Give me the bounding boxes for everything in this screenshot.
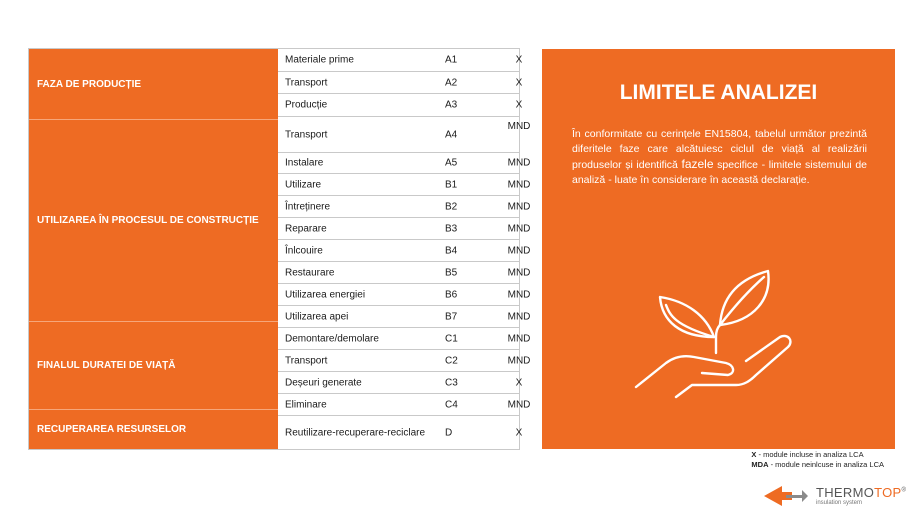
module-code: A1 [445,54,458,66]
description-text: specifice - limitele sistemului de analiză - luate în considerare în această declarație. [572,159,868,186]
table-row [278,196,531,218]
module-status: X [515,54,523,66]
table-row [278,284,531,306]
module-name: Producție [285,99,328,111]
phase-column [29,49,278,449]
module-status: MND [507,311,531,322]
phase-resource-recovery [29,410,278,449]
module-code: A4 [445,129,458,140]
module-name: Reutilizare-recuperare-reciclare [285,427,426,438]
analysis-limits-panel [542,49,895,449]
module-name: Utilizarea apei [285,311,349,322]
thermotop-logo [760,482,910,512]
module-code: B7 [445,311,458,322]
module-code: B2 [445,201,458,212]
table-row [278,394,531,416]
module-status: MND [507,399,531,410]
brand-name-part: THERMO [816,485,875,500]
legend-key: X [751,450,757,459]
table-row [278,72,523,94]
module-status: X [515,377,523,388]
module-status: MND [507,121,531,132]
phase-end-of-life [29,322,278,410]
module-name: Restaurare [285,267,335,278]
module-code: B1 [445,179,458,190]
table-row [278,328,531,350]
module-code: B6 [445,289,458,300]
module-status: MND [507,201,531,212]
table-row [278,416,523,449]
legend-key: MDA [751,460,769,469]
phase-label: FINALUL DURATEI DE VIAȚĂ [37,360,176,371]
module-name: Transport [285,129,328,140]
table-row [278,306,531,328]
phase-label: RECUPERAREA RESURSELOR [37,424,187,435]
table-row [278,117,531,153]
module-name: Materiale prime [285,54,354,66]
table-row [278,372,523,394]
module-name: Deșeuri generate [285,377,362,388]
lca-modules-table [28,48,531,450]
module-name: Utilizare [285,179,322,190]
module-name: Demontare/demolare [285,333,379,344]
table-row [278,218,531,240]
panel-title: LIMITELE ANALIZEI [619,81,818,104]
phase-label: FAZA DE PRODUCȚIE [37,78,142,90]
description-text: În conformitate cu cerințele EN15804, tabelul următor prezintă diferitele faze care alcătuiesc ciclul de viață al realizării produselor și identifică [572,128,867,171]
module-status: X [515,427,523,438]
module-status: X [515,99,523,111]
module-code: A3 [445,99,458,111]
table-row [278,240,531,262]
description-keyword: fazele [681,157,714,171]
module-code: B3 [445,223,458,234]
table-row [278,49,523,72]
table-row [278,153,531,174]
module-code: A5 [445,157,458,169]
legend [751,450,884,470]
module-name: Utilizarea energiei [285,289,366,300]
module-code: B4 [445,245,458,256]
module-status: MND [507,333,531,344]
module-status: MND [507,179,531,190]
table-row [278,174,531,196]
module-code: D [445,427,453,438]
module-status: MND [507,355,531,366]
brand-name [816,485,906,500]
legend-item-not-included [751,460,884,470]
module-status: MND [507,289,531,300]
module-status: X [515,77,523,88]
module-name: Eliminare [285,399,327,410]
module-name: Înlcouire [285,245,323,256]
module-code: B5 [445,267,458,278]
phase-use [29,120,278,322]
brand-mark-icon [762,484,808,508]
phase-label: UTILIZAREA ÎN PROCESUL DE CONSTRUCȚIE [37,215,259,226]
module-code: A2 [445,77,458,88]
legend-desc: - module neinlcuse in analiza LCA [768,460,884,469]
legend-desc: - module incluse in analiza LCA [756,450,864,459]
module-rows [278,49,531,449]
panel-description [572,127,867,188]
hand-plant-icon [614,255,814,415]
module-status: MND [507,157,531,169]
module-code: C2 [445,355,458,366]
table-row [278,350,531,372]
brand-tagline: insulation system [816,500,863,506]
table-row [278,94,523,117]
table-row [278,262,531,284]
registered-mark: ® [901,487,907,494]
module-status: MND [507,267,531,278]
module-name: Instalare [285,157,324,169]
module-code: C1 [445,333,458,344]
module-code: C4 [445,399,458,410]
module-code: C3 [445,377,458,388]
module-name: Transport [285,355,328,366]
module-name: Întreținere [285,201,331,212]
legend-item-included [751,450,884,460]
module-status: MND [507,245,531,256]
phase-production [29,49,278,120]
module-name: Transport [285,77,328,88]
module-status: MND [507,223,531,234]
module-name: Reparare [285,223,327,234]
brand-name-part: TOP [874,485,902,500]
